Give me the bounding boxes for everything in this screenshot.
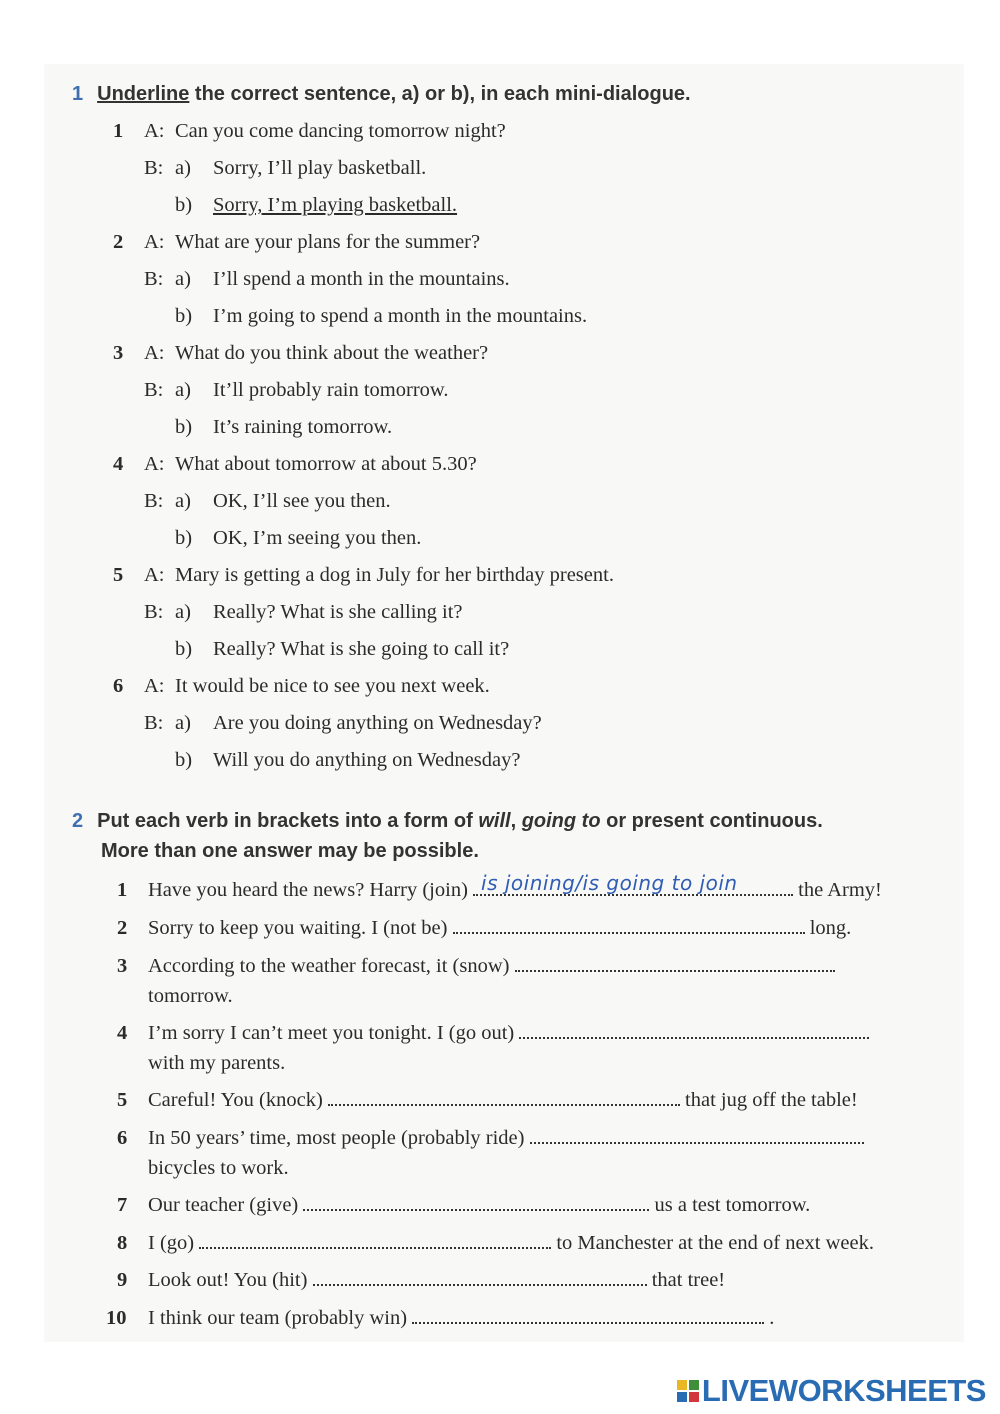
- item-prompt: According to the weather forecast, it (snow): [148, 955, 510, 977]
- item-number: 9: [117, 1269, 128, 1291]
- option-a-label: a): [175, 712, 191, 734]
- fill-in-item: [117, 952, 835, 979]
- answer-blank[interactable]: [530, 1124, 864, 1144]
- item-prompt: Sorry to keep you waiting. I (not be): [148, 917, 448, 939]
- exercise-1-number: 1: [72, 83, 84, 105]
- item-number: 10: [106, 1307, 127, 1329]
- dialogue-option-a: [144, 266, 510, 292]
- answer-blank[interactable]: [519, 1019, 869, 1039]
- item-number: 5: [117, 1089, 128, 1111]
- exercise-2-instruction-a: Put each verb in brackets into a form of: [97, 810, 479, 832]
- answer-blank[interactable]: [303, 1191, 649, 1211]
- fill-in-item: [117, 1086, 858, 1113]
- dialogue-line-a: [113, 118, 506, 144]
- answer-blank[interactable]: [412, 1304, 764, 1324]
- speaker-a-line: Can you come dancing tomorrow night?: [175, 120, 506, 142]
- option-b-label: b): [175, 416, 193, 438]
- logo-mark-icon: [677, 1380, 699, 1402]
- answer-blank[interactable]: [313, 1266, 647, 1286]
- speaker-b: B:: [144, 268, 164, 290]
- option-a-label: a): [175, 490, 191, 512]
- option-a-label: a): [175, 268, 191, 290]
- fill-in-item: [117, 1266, 725, 1293]
- item-number: 4: [113, 453, 124, 475]
- option-a-label: a): [175, 379, 191, 401]
- item-number: 6: [117, 1127, 128, 1149]
- item-number: 2: [117, 917, 128, 939]
- dialogue-option-b: [175, 303, 587, 329]
- item-prompt: Look out! You (hit): [148, 1269, 308, 1291]
- item-number: 3: [113, 342, 124, 364]
- item-prompt: Careful! You (knock): [148, 1089, 323, 1111]
- item-number: 7: [117, 1194, 128, 1216]
- answer-text: is joining/is going to join: [481, 871, 738, 895]
- answer-blank[interactable]: [473, 871, 793, 896]
- exercise-2-number: 2: [72, 810, 84, 832]
- fill-in-item: [117, 1124, 864, 1151]
- option-a-text[interactable]: Really? What is she calling it?: [213, 601, 463, 623]
- dialogue-option-b: [175, 192, 457, 218]
- item-after: the Army!: [798, 879, 882, 901]
- option-a-text[interactable]: Sorry, I’ll play basketball.: [213, 157, 427, 179]
- option-a-label: a): [175, 157, 191, 179]
- answer-blank[interactable]: [328, 1086, 680, 1106]
- option-b-text[interactable]: Will you do anything on Wednesday?: [213, 749, 521, 771]
- dialogue-line-a: [113, 229, 480, 255]
- speaker-b: B:: [144, 490, 164, 512]
- instruction-underline-word: Underline: [97, 83, 190, 105]
- item-after: that jug off the table!: [685, 1089, 858, 1111]
- speaker-b: B:: [144, 379, 164, 401]
- speaker-b: B:: [144, 157, 164, 179]
- option-b-label: b): [175, 305, 193, 327]
- item-after: .: [769, 1307, 775, 1329]
- option-b-label: b): [175, 638, 193, 660]
- option-b-label: b): [175, 749, 193, 771]
- item-after: long.: [809, 917, 852, 939]
- dialogue-option-b: [175, 747, 520, 773]
- dialogue-line-a: [113, 451, 477, 477]
- speaker-a: A:: [144, 342, 165, 364]
- option-a-text[interactable]: I’ll spend a month in the mountains.: [213, 268, 510, 290]
- option-b-label: b): [175, 527, 193, 549]
- item-continuation: with my parents.: [148, 1052, 286, 1074]
- speaker-b: B:: [144, 601, 164, 623]
- speaker-a: A:: [144, 120, 165, 142]
- item-after: us a test tomorrow.: [654, 1194, 811, 1216]
- option-b-text[interactable]: I’m going to spend a month in the mountains.: [213, 305, 588, 327]
- item-prompt: I’m sorry I can’t meet you tonight. I (go out): [148, 1022, 515, 1044]
- fill-in-item: [117, 871, 882, 903]
- dialogue-line-a: [113, 673, 490, 699]
- speaker-a: A:: [144, 675, 165, 697]
- dialogue-line-a: [113, 340, 488, 366]
- exercise-2-instruction-going: going to: [521, 810, 601, 832]
- speaker-a: A:: [144, 564, 165, 586]
- item-number: 5: [113, 564, 124, 586]
- dialogue-option-b: [175, 525, 421, 551]
- fill-in-item: [117, 1019, 869, 1046]
- item-number: 1: [113, 120, 124, 142]
- liveworksheets-logo: [677, 1374, 986, 1408]
- fill-in-item: [117, 914, 851, 941]
- item-after: that tree!: [651, 1269, 726, 1291]
- exercise-2-instruction-line2: More than one answer may be possible.: [101, 840, 479, 862]
- speaker-a: A:: [144, 231, 165, 253]
- option-a-text[interactable]: Are you doing anything on Wednesday?: [213, 712, 542, 734]
- dialogue-option-a: [144, 377, 449, 403]
- item-number: 8: [117, 1232, 128, 1254]
- option-a-text[interactable]: OK, I’ll see you then.: [213, 490, 391, 512]
- answer-blank[interactable]: [453, 914, 805, 934]
- item-number: 3: [117, 955, 128, 977]
- speaker-a-line: What do you think about the weather?: [175, 342, 489, 364]
- item-prompt: I think our team (probably win): [148, 1307, 408, 1329]
- item-number: 4: [117, 1022, 128, 1044]
- dialogue-option-a: [144, 710, 542, 736]
- exercise-2-instruction-will: will: [478, 810, 511, 832]
- fill-in-item: [117, 1191, 810, 1218]
- dialogue-option-a: [144, 599, 463, 625]
- speaker-b: B:: [144, 712, 164, 734]
- answer-blank[interactable]: [199, 1229, 551, 1249]
- speaker-a-line: What are your plans for the summer?: [175, 231, 481, 253]
- exercise-2-instruction-comma: ,: [510, 810, 522, 832]
- item-prompt: Have you heard the news? Harry (join): [148, 879, 468, 901]
- item-continuation: tomorrow.: [148, 985, 233, 1007]
- option-b-text[interactable]: Really? What is she going to call it?: [213, 638, 510, 660]
- dialogue-option-b: [175, 414, 392, 440]
- option-a-text[interactable]: It’ll probably rain tomorrow.: [213, 379, 449, 401]
- answer-blank[interactable]: [515, 952, 835, 972]
- dialogue-option-b: [175, 636, 509, 662]
- exercise-1-instruction: the correct sentence, a) or b), in each mini-dialogue.: [189, 83, 691, 105]
- fill-in-item: [106, 1304, 774, 1331]
- speaker-a-line: What about tomorrow at about 5.30?: [175, 453, 477, 475]
- item-prompt: Our teacher (give): [148, 1194, 299, 1216]
- option-b-text[interactable]: It’s raining tomorrow.: [213, 416, 393, 438]
- dialogue-option-a: [144, 155, 426, 181]
- exercise-1-heading: [72, 79, 691, 109]
- dialogue-option-a: [144, 488, 391, 514]
- option-b-label: b): [175, 194, 193, 216]
- speaker-a-line: Mary is getting a dog in July for her birthday present.: [175, 564, 614, 586]
- logo-text: LIVEWORKSHEETS: [701, 1373, 986, 1408]
- fill-in-item: [117, 1229, 874, 1256]
- item-prompt: I (go): [148, 1232, 195, 1254]
- item-number: 6: [113, 675, 124, 697]
- exercise-2-heading: [72, 806, 952, 866]
- option-b-text[interactable]: Sorry, I’m playing basketball.: [213, 194, 458, 216]
- dialogue-line-a: [113, 562, 614, 588]
- exercise-2-instruction-b: or present continuous.: [600, 810, 823, 832]
- option-a-label: a): [175, 601, 191, 623]
- speaker-a: A:: [144, 453, 165, 475]
- item-number: 2: [113, 231, 124, 253]
- item-after: to Manchester at the end of next week.: [556, 1232, 874, 1254]
- item-prompt: In 50 years’ time, most people (probably ride): [148, 1127, 525, 1149]
- option-b-text[interactable]: OK, I’m seeing you then.: [213, 527, 422, 549]
- speaker-a-line: It would be nice to see you next week.: [175, 675, 490, 697]
- item-continuation: bicycles to work.: [148, 1157, 289, 1179]
- item-number: 1: [117, 879, 128, 901]
